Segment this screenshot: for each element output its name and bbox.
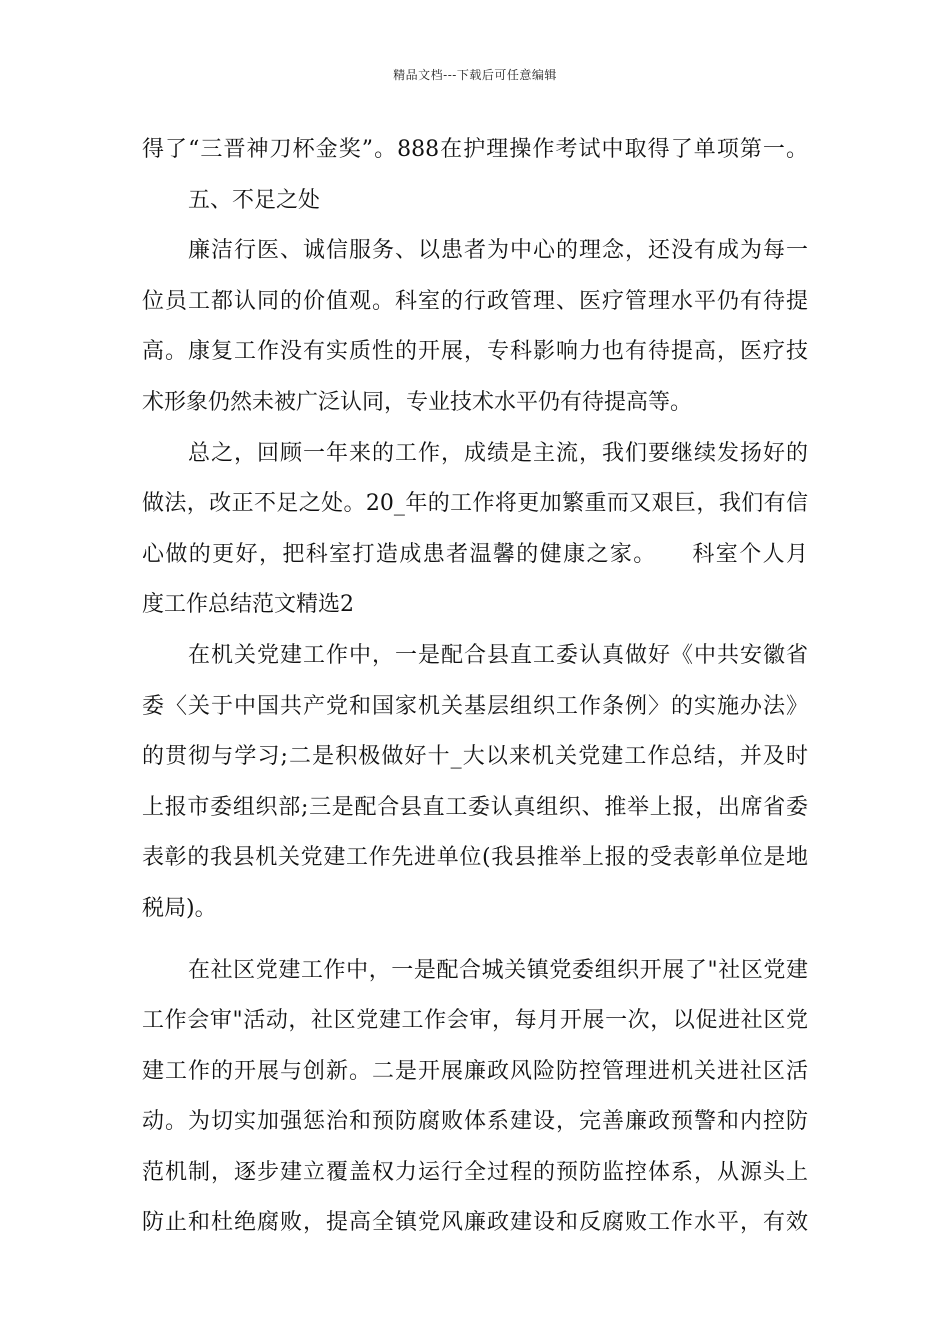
page-header: 精品文档---下载后可任意编辑 bbox=[393, 68, 557, 82]
text-line: 建工作的开展与创新。二是开展廉政风险防控管理进机关进社区活 bbox=[142, 1058, 808, 1084]
text-line: 得了“三晋神刀杯金奖”。888在护理操作考试中取得了单项第一。 bbox=[142, 137, 808, 162]
text-line: 度工作总结范文精选2 bbox=[142, 592, 354, 618]
text-line: 税局)。 bbox=[142, 895, 217, 921]
text-line: 廉洁行医、诚信服务、以患者为中心的理念，还没有成为每一 bbox=[188, 238, 808, 264]
text-line: 术形象仍然未被广泛认同，专业技术水平仍有待提高等。 bbox=[142, 389, 693, 415]
text-line: 高。康复工作没有实质性的开展，专科影响力也有待提高，医疗技 bbox=[142, 339, 808, 365]
text-line: 的贯彻与学习;二是积极做好十_大以来机关党建工作总结，并及时 bbox=[142, 744, 808, 770]
text-line: 心做的更好，把科室打造成患者温馨的健康之家。 科室个人月 bbox=[142, 541, 808, 567]
text-line: 总之，回顾一年来的工作，成绩是主流，我们要继续发扬好的 bbox=[188, 440, 808, 466]
text-line: 范机制，逐步建立覆盖权力运行全过程的预防监控体系，从源头上 bbox=[142, 1159, 808, 1185]
text-line: 动。为切实加强惩治和预防腐败体系建设，完善廉政预警和内控防 bbox=[142, 1109, 808, 1135]
text-line: 防止和杜绝腐败，提高全镇党风廉政建设和反腐败工作水平，有效 bbox=[142, 1210, 808, 1236]
text-line: 在社区党建工作中，一是配合城关镇党委组织开展了"社区党建 bbox=[188, 957, 808, 983]
text-line: 做法，改正不足之处。20_年的工作将更加繁重而又艰巨，我们有信 bbox=[142, 491, 808, 517]
paragraph-gap bbox=[142, 935, 808, 946]
text-line: 在机关党建工作中，一是配合县直工委认真做好《中共安徽省 bbox=[188, 642, 808, 668]
text-line: 工作会审"活动，社区党建工作会审，每月开展一次，以促进社区党 bbox=[142, 1008, 808, 1034]
section-heading: 五、不足之处 bbox=[188, 187, 321, 213]
text-line: 表彰的我县机关党建工作先进单位(我县推举上报的受表彰单位是地 bbox=[142, 845, 808, 871]
document-body bbox=[142, 125, 808, 1249]
text-line: 委〈关于中国共产党和国家机关基层组织工作条例〉的实施办法》 bbox=[142, 693, 808, 719]
text-line: 上报市委组织部;三是配合县直工委认真组织、推举上报，出席省委 bbox=[142, 794, 808, 820]
text-line: 位员工都认同的价值观。科室的行政管理、医疗管理水平仍有待提 bbox=[142, 288, 808, 314]
